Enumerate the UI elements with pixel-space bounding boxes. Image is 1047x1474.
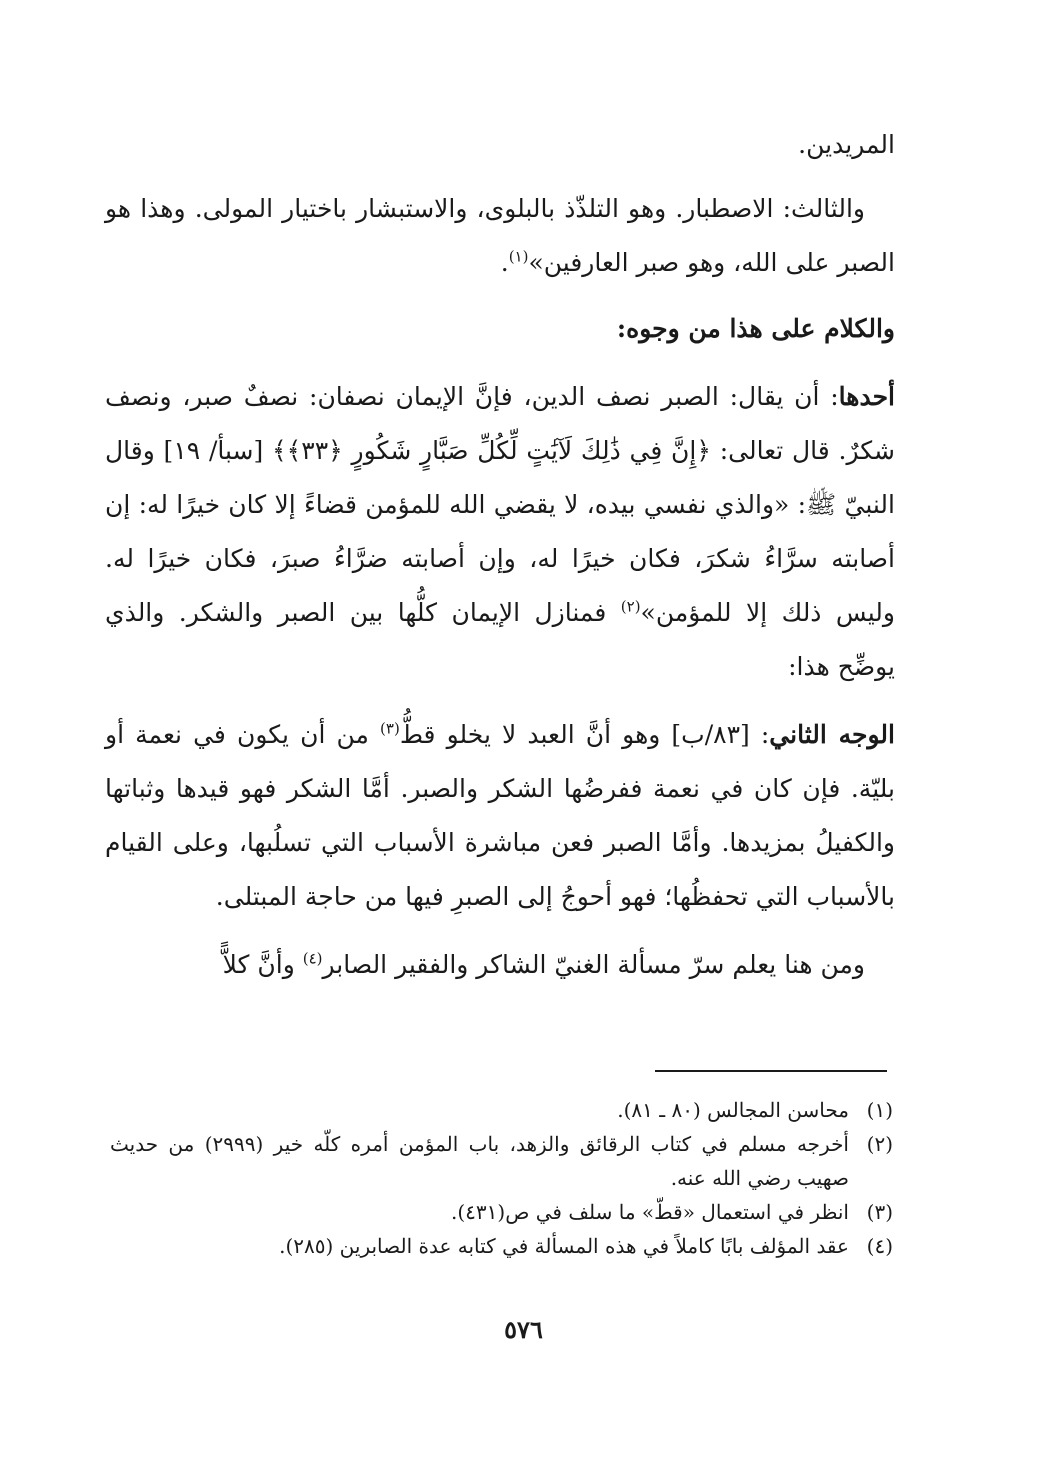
main-text [105,118,895,992]
footnote-number: (٤) [866,1234,893,1258]
second-point-paragraph [105,708,895,924]
first-point-paragraph [105,370,895,694]
last-paragraph-tail: وأنَّ كلاًّ [222,950,303,979]
footnote-number: (١) [866,1098,893,1122]
page-number: ٥٧٦ [504,1315,543,1344]
footnote-text: محاسن المجالس (٨٠ ـ ٨١). [617,1098,849,1122]
second-point-text-a: : [٨٣/ب] وهو أنَّ العبد لا يخلو قطُّ [399,720,770,749]
section-heading-text: والكلام على هذا من وجوه: [616,314,895,343]
footnote-number: (٢) [866,1132,893,1156]
second-point-text-b: من أن يكون في نعمة أو بليّة. فإن كان في نعمة ففرضُها الشكر والصبر. أمَّا الشكر فهو قيدها وثباتها والكفيلُ بمزيدها. وأمَّا الصبر فعن مباشرة الأسباب التي تسلُبها، وعلى القيام بالأسباب التي تحفظُها؛ فهو أحوجُ إلى الصبرِ فيها من حاجة المبتلى. [105,720,895,911]
footnote-text: عقد المؤلف بابًا كاملاً في هذه المسألة في كتابه عدة الصابرين (٢٨٥). [279,1234,849,1258]
footnote-item [110,1127,893,1195]
continuation-text: المريدين. [798,130,895,159]
footnote-ref-3: (٣) [380,719,400,738]
third-paragraph-text: والثالث: الاصطبار. وهو التلذّذ بالبلوى، والاستبشار باختيار المولى. وهذا هو الصبر على الله، وهو صبر العارفين» [105,194,895,277]
footnote-text: انظر في استعمال «قطّ» ما سلف في ص(٤٣١). [450,1200,849,1224]
continuation-line [105,118,895,172]
footnote-ref-4: (٤) [302,949,323,968]
last-paragraph [105,938,895,992]
footnote-ref-1: (١) [508,247,529,266]
last-paragraph-text: ومن هنا يعلم سرّ مسألة الغنيّ الشاكر والفقير الصابر [322,950,865,979]
footnote-item [110,1093,893,1127]
footnote-number: (٣) [866,1200,893,1224]
first-point-text: : أن يقال: الصبر نصف الدين، فإنَّ الإيمان نصفان: نصفٌ صبر، ونصف شكرٌ. قال تعالى: ﴿إِنَّ فِي ذَٰلِكَ لَآيَٰتٍ لِّكُلِّ صَبَّارٍ شَكُورٍ ﴿٣٣﴾﴾ [سبأ/ ١٩] وقال النبيّ ﷺ: «والذي نفسي بيده، لا يقضي الله للمؤمن قضاءً إلا كان خيرًا له: إن أصابته سرَّاءُ شكرَ، فكان خيرًا له، وإن أصابته ضرَّاءُ صبرَ، فكان خيرًا له. وليس ذلك إلا للمؤمن» [105,382,895,627]
third-paragraph [105,182,895,290]
footnote-item [110,1195,893,1229]
footnote-text: أخرجه مسلم في كتاب الرقائق والزهد، باب المؤمن أمره كلّه خير (٢٩٩٩) من حديث صهيب رضي الله عنه. [110,1132,849,1190]
footnote-item [110,1229,893,1263]
first-point-label: أحدها [838,382,895,411]
footnote-divider [655,1070,887,1072]
second-point-label: الوجه الثاني [769,720,895,749]
first-point-tail: فمنازل الإيمان كلُّها بين الصبر والشكر. والذي يوضِّح هذا: [105,598,895,681]
section-heading [105,302,895,356]
footnote-ref-2: (٢) [620,597,641,616]
footnotes [110,1093,893,1263]
third-paragraph-tail: . [500,248,509,277]
